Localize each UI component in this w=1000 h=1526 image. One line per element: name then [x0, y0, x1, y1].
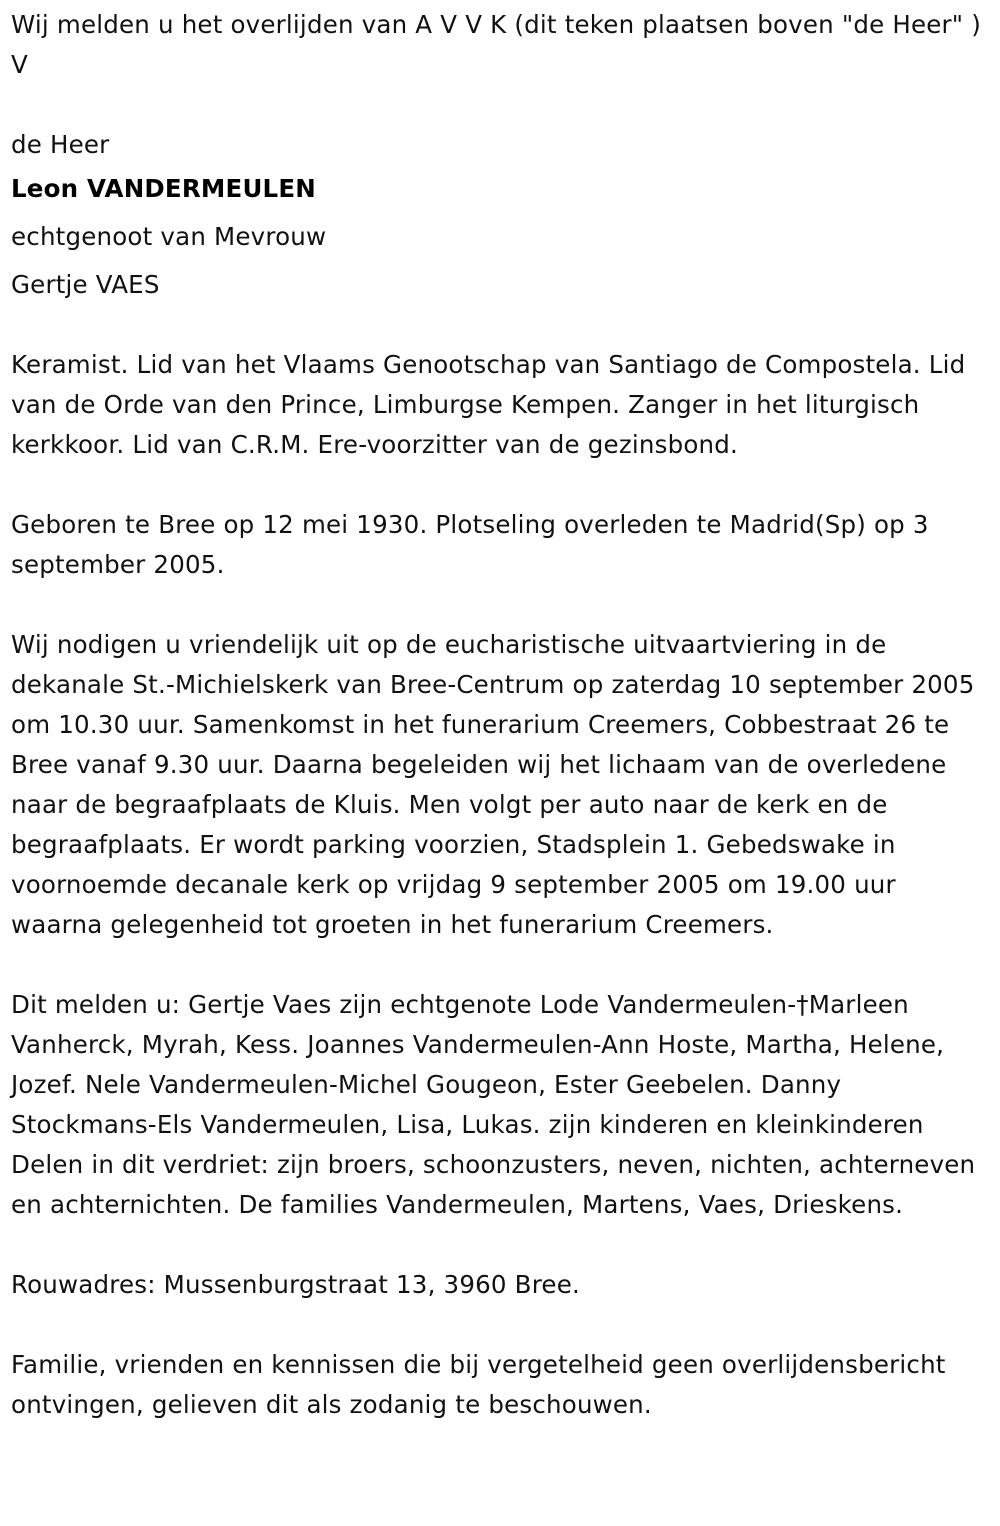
spacer	[11, 945, 990, 985]
birth-death-paragraph: Geboren te Bree op 12 mei 1930. Plotseling overleden te Madrid(Sp) op 3 september 2005.	[11, 510, 929, 579]
title-prefix: de Heer	[11, 130, 110, 159]
spacer	[11, 1305, 990, 1345]
spacer	[11, 585, 990, 625]
address-paragraph: Rouwadres: Mussenburgstraat 13, 3960 Bree.	[11, 1270, 580, 1299]
spouse-label: echtgenoot van Mevrouw	[11, 222, 327, 251]
biography-paragraph: Keramist. Lid van het Vlaams Genootschap van Santiago de Compostela. Lid van de Orde van den Prince, Limburgse Kempen. Zanger in het liturgisch kerkkoor. Lid van C.R.M. Ere-voorzitter van de gezinsbond.	[11, 350, 966, 459]
family-paragraph: Dit melden u: Gertje Vaes zijn echtgenote Lode Vandermeulen-†Marleen Vanherck, Myrah, Kess. Joannes Vandermeulen-Ann Hoste, Martha, Helene, Jozef. Nele Vandermeulen-Michel Gougeon, Ester Geebelen. Danny Stockmans-Els Vandermeulen, Lisa, Lukas. zijn kinderen en kleinkinderen Delen in dit verdriet: zijn broers, schoonzusters, neven, nichten, achterneven en achternichten. De families Vandermeulen, Martens, Vaes, Drieskens.	[11, 990, 976, 1219]
spacer	[11, 305, 990, 345]
spouse-name: Gertje VAES	[11, 270, 160, 299]
deceased-name	[11, 169, 990, 209]
closing-paragraph: Familie, vrienden en kennissen die bij vergetelheid geen overlijdensbericht ontvingen, gelieven dit als zodanig te beschouwen.	[11, 1350, 946, 1419]
deceased-name-text: Leon VANDERMEULEN	[11, 174, 316, 203]
intro-text: Wij melden u het overlijden van A V V K (dit teken plaatsen boven "de Heer" ) V	[11, 10, 982, 79]
spacer	[11, 465, 990, 505]
spacer	[11, 1225, 990, 1265]
funeral-paragraph: Wij nodigen u vriendelijk uit op de eucharistische uitvaartviering in de dekanale St.-Michielskerk van Bree-Centrum op zaterdag 10 september 2005 om 10.30 uur. Samenkomst in het funerarium Creemers, Cobbestraat 26 te Bree vanaf 9.30 uur. Daarna begeleiden wij het lichaam van de overledene naar de begraafplaats de Kluis. Men volgt per auto naar de kerk en de begraafplaats. Er wordt parking voorzien, Stadsplein 1. Gebedswake in voornoemde decanale kerk op vrijdag 9 september 2005 om 19.00 uur waarna gelegenheid tot groeten in het funerarium Creemers.	[11, 630, 975, 939]
spacer	[11, 85, 990, 125]
